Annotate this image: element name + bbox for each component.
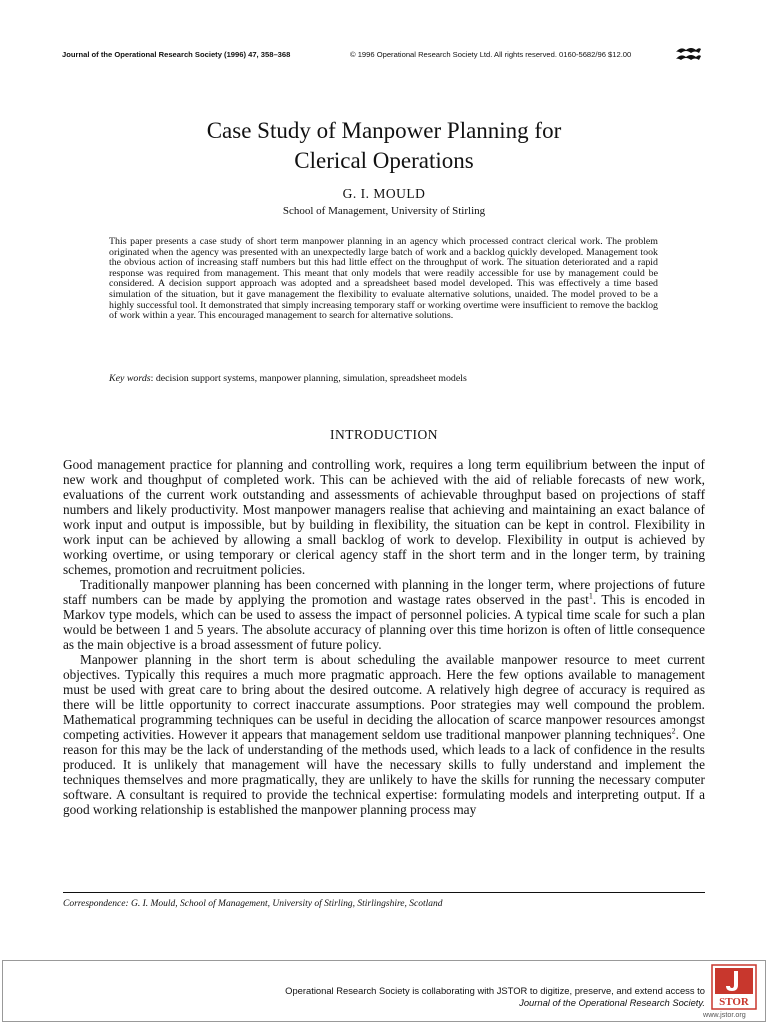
article-title: [80, 116, 688, 176]
keywords: [109, 373, 658, 384]
jstor-banner: [2, 960, 766, 1022]
abstract: This paper presents a case study of short term manpower planning in an agency which processed contract clerical work. The problem originated when the agency was presented with an unexpectedly large batch of work and a backlog quickly developed. Management took the obvious action of increasing staff numbers but this had little effect on the throughput of work. The situation deteriorated and a rapid response was required from management. This meant that only models that were readily accessible for use by management could be considered. A decision support approach was adopted and a spreadsheet based model developed. This was effectively a time based simulation of the situation, but it gave management the flexibility to evaluate alternative solutions, unaided. The model proved to be a highly successful tool. It demonstrated that simply increasing temporary staff or working overtime were insufficient to remove the backlog of work within a year. This encouraged management to search for alternative solutions.: [109, 236, 658, 322]
jstor-url[interactable]: www.jstor.org: [703, 1010, 746, 1019]
title-line: Case Study of Manpower Planning for: [206, 118, 562, 143]
title-line: Clerical Operations: [294, 148, 474, 173]
correspondence-note: Correspondence: G. I. Mould, School of Management, University of Stirling, Stirlingshire, Scotland: [63, 899, 443, 909]
footnote-divider: [63, 892, 705, 893]
journal-reference: Journal of the Operational Research Society (1996) 47, 358–368: [62, 50, 291, 59]
jstor-logo-icon[interactable]: [711, 964, 757, 1010]
section-heading: INTRODUCTION: [330, 427, 438, 442]
jstor-notice: Operational Research Society is collaborating with JSTOR to digitize, preserve, and extend access to: [285, 985, 705, 996]
paragraph-text: Traditionally manpower planning has been concerned with planning in the longer term, where projections of future staff numbers can be made by applying the promotion and wastage rates observed in the past: [63, 577, 705, 607]
keywords-list: : decision support systems, manpower planning, simulation, spreadsheet models: [150, 373, 467, 384]
jstor-logo-text: STOR: [719, 996, 749, 1008]
author-affiliation: School of Management, University of Stirling: [282, 205, 486, 217]
citation-2[interactable]: 2: [671, 726, 676, 736]
body-text: [63, 457, 705, 817]
jstor-journal-link[interactable]: Journal of the Operational Research Society.: [519, 997, 705, 1008]
paragraph: Good management practice for planning and controlling work, requires a long term equilibrium between the input of new work and thoughput of completed work. This can be achieved with the aid of reliable forecasts of new work, evaluations of the current work outstanding and assessments of achievable throughput based on projections of staff numbers and likely productivity. Most manpower managers realise that achieving and maintaining an exact balance of work input and output is impossible, but by building in flexibility, the situation can be kept in control. Flexibility in work input can be achieved by allowing a small backlog of work to develop. Flexibility in output is achieved by working overtime, or using temporary or clerical agency staff in the short term and in the longer term, by training schemes, promotion and recruitment policies.: [63, 457, 705, 577]
paragraph-text: . One reason for this may be the lack of understanding of the methods used, which leads to a lack of confidence in the results produced. It is unlikely that management will have the necessary skills to fully understand and implement the techniques themselves and more pragmatically, they are unlikely to have the skills for running the necessary computer software. A consultant is required to provide the technical expertise: formulating models and interpreting output. If a good working relationship is established the manpower planning process may: [63, 727, 705, 817]
copyright-line: © 1996 Operational Research Society Ltd. All rights reserved. 0160-5682/96 $12.00: [350, 50, 632, 59]
publisher-ship-icon: [674, 44, 702, 64]
paragraph-text: Manpower planning in the short term is about scheduling the available manpower resource to meet current objectives. Typically this requires a much more pragmatic approach. Here the few options available to management must be used with great care to bring about the desired outcome. A relatively high degree of accuracy is required as there will be little opportunity to correct inaccurate assumptions. Poor strategies may well compound the problem. Mathematical programming techniques can be useful in deciding the allocation of scarce manpower resources amongst competing activities. However it appears that management seldom use traditional manpower planning techniques: [63, 652, 705, 742]
paragraph: [63, 577, 705, 652]
paragraph: [63, 652, 705, 817]
author-name: G. I. MOULD: [342, 186, 426, 201]
running-header: [62, 44, 702, 72]
keywords-label: Key words: [109, 373, 151, 384]
paragraph-text: . This is encoded in Markov type models, which can be used to assess the impact of personnel policies. A typical time scale for such a plan would be between 1 and 5 years. The absolute accuracy of planning over this time horizon is often of little consequence as the main objective is a broad assessment of future policy.: [63, 592, 705, 652]
citation-1[interactable]: 1: [588, 591, 593, 601]
